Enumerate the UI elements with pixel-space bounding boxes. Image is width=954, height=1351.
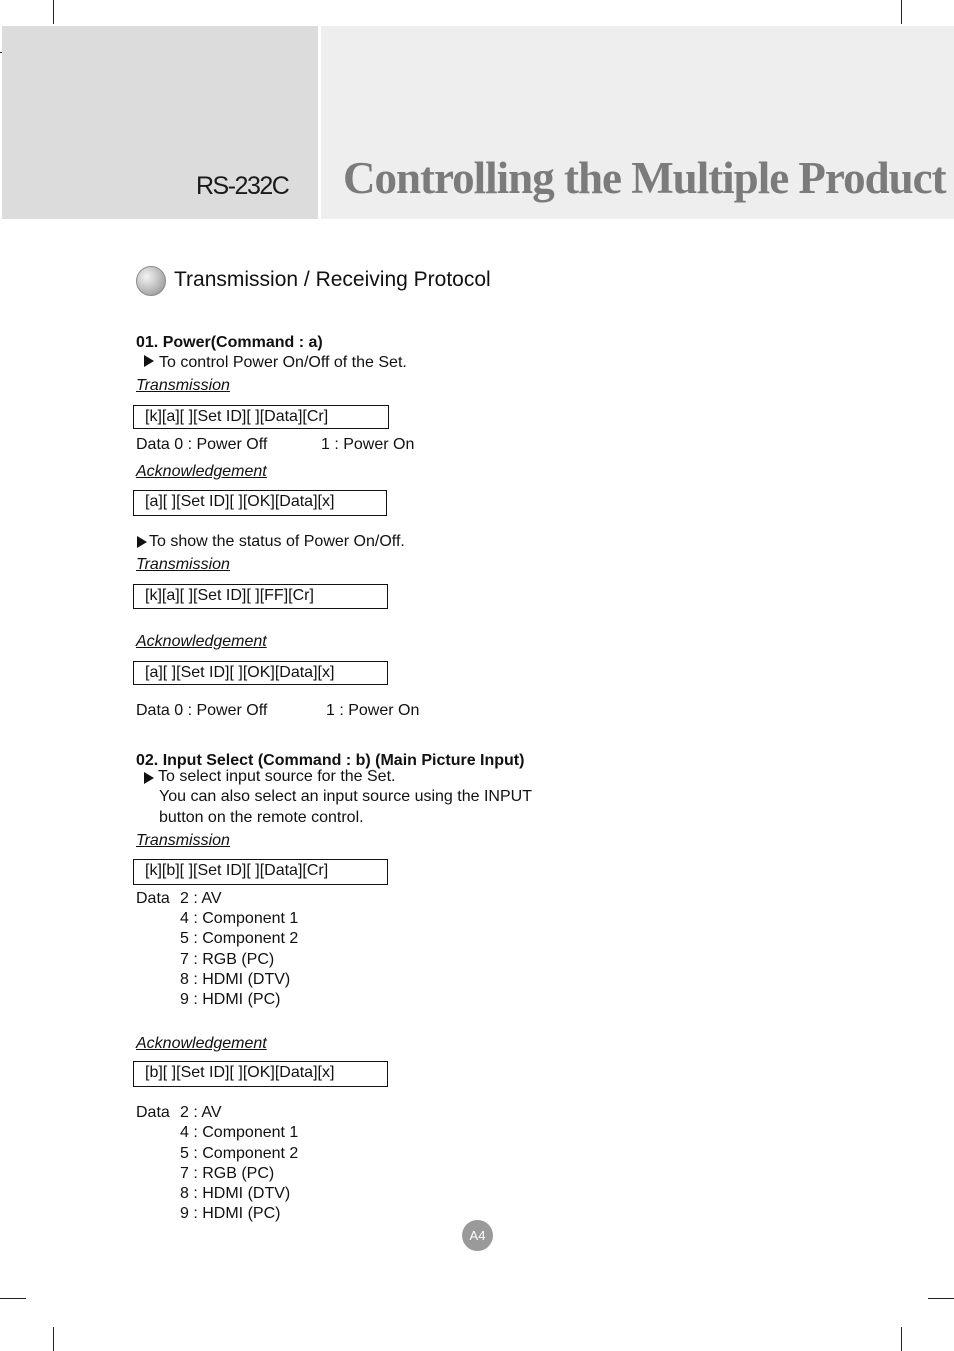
- input-data-item: 7 : RGB (PC): [180, 951, 275, 968]
- input-ack-data-item: 2 : AV: [180, 1104, 222, 1121]
- transmission-label: Transmission: [136, 832, 230, 849]
- input-ack-data-item: 8 : HDMI (DTV): [180, 1185, 291, 1202]
- power-status-ack-box: [a][ ][Set ID][ ][OK][Data][x]: [133, 661, 388, 685]
- power-description: To control Power On/Off of the Set.: [159, 354, 407, 371]
- crop-mark: [901, 0, 902, 24]
- input-data-item: 9 : HDMI (PC): [180, 991, 281, 1008]
- input-ack-data-item: 4 : Component 1: [180, 1124, 299, 1141]
- input-transmission-box: [k][b][ ][Set ID][ ][Data][Cr]: [133, 859, 388, 885]
- power-data-on: 1 : Power On: [321, 436, 415, 453]
- section-label: RS-232C: [196, 172, 289, 200]
- acknowledgement-label: Acknowledgement: [136, 1035, 267, 1052]
- input-ack-data-item: 9 : HDMI (PC): [180, 1205, 281, 1222]
- input-data-prefix: Data: [136, 890, 170, 907]
- page-number-badge: A4: [462, 1220, 493, 1251]
- acknowledgement-label: Acknowledgement: [136, 633, 267, 650]
- input-command-title: 02. Input Select (Command : b) (Main Picture Input): [136, 752, 525, 769]
- power-data-off: Data 0 : Power Off: [136, 436, 268, 453]
- crop-mark: [0, 1298, 26, 1299]
- bullet-circle-icon: [136, 266, 166, 296]
- input-description-line2: You can also select an input source using the INPUT: [159, 788, 532, 805]
- power-command-title: 01. Power(Command : a): [136, 334, 323, 351]
- acknowledgement-label: Acknowledgement: [136, 463, 267, 480]
- page-title: Controlling the Multiple Product: [343, 153, 946, 203]
- input-ack-box: [b][ ][Set ID][ ][OK][Data][x]: [133, 1061, 388, 1087]
- power-status-data-on: 1 : Power On: [326, 702, 420, 719]
- power-transmission-box: [k][a][ ][Set ID][ ][Data][Cr]: [133, 405, 389, 429]
- input-data-item: 2 : AV: [180, 890, 222, 907]
- crop-mark: [901, 1327, 902, 1351]
- crop-mark: [53, 1327, 54, 1351]
- input-description-line3: button on the remote control.: [159, 809, 364, 826]
- power-status-transmission-box: [k][a][ ][Set ID][ ][FF][Cr]: [133, 584, 388, 609]
- transmission-label: Transmission: [136, 377, 230, 394]
- input-ack-data-item: 7 : RGB (PC): [180, 1165, 275, 1182]
- power-ack-box: [a][ ][Set ID][ ][OK][Data][x]: [133, 490, 387, 516]
- triangle-bullet-icon: [137, 536, 147, 548]
- section-heading: Transmission / Receiving Protocol: [174, 268, 491, 291]
- input-data-item: 4 : Component 1: [180, 910, 299, 927]
- input-data-item: 8 : HDMI (DTV): [180, 971, 291, 988]
- triangle-bullet-icon: [144, 772, 154, 784]
- crop-mark: [53, 0, 54, 24]
- triangle-bullet-icon: [144, 355, 154, 367]
- input-data-item: 5 : Component 2: [180, 930, 299, 947]
- power-status-data-off: Data 0 : Power Off: [136, 702, 268, 719]
- power-status-description: To show the status of Power On/Off.: [149, 533, 405, 550]
- input-description-line1: To select input source for the Set.: [158, 768, 396, 785]
- input-ack-data-item: 5 : Component 2: [180, 1145, 299, 1162]
- input-ack-data-prefix: Data: [136, 1104, 170, 1121]
- transmission-label: Transmission: [136, 556, 230, 573]
- crop-mark: [928, 1298, 954, 1299]
